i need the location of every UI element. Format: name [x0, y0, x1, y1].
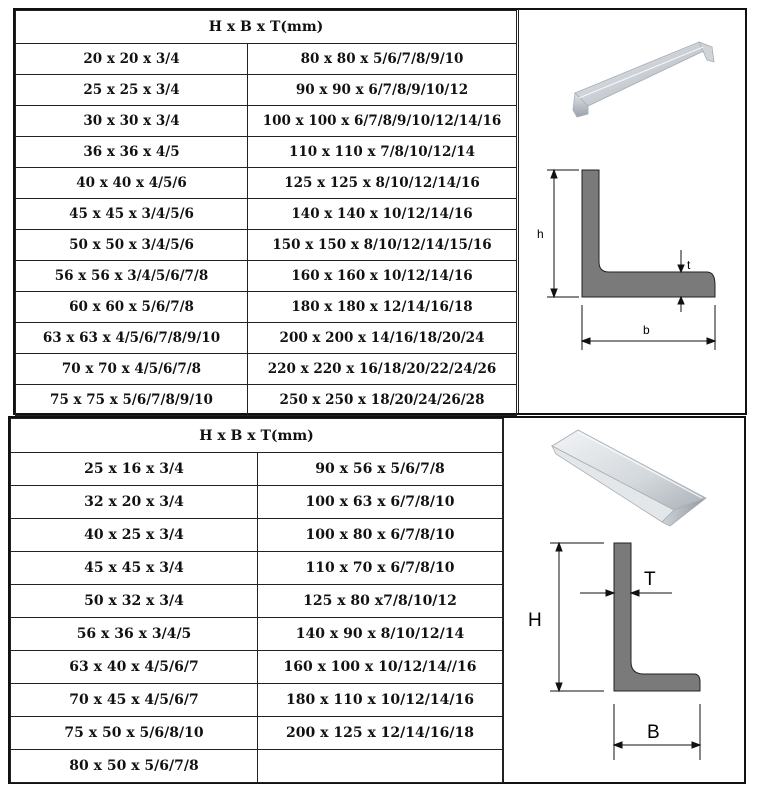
size-cell-right: 125 x 80 x7/8/10/12	[258, 585, 503, 618]
size-cell-right: 160 x 160 x 10/12/14/16	[248, 261, 517, 292]
table-row	[16, 261, 517, 292]
unequal-angle-panel	[8, 416, 746, 784]
size-cell-right: 200 x 200 x 14/16/18/20/24	[248, 323, 517, 354]
table-header: H x B x T(mm)	[16, 11, 517, 44]
size-cell-left: 45 x 45 x 3/4/5/6	[16, 199, 248, 230]
size-cell-left: 40 x 40 x 4/5/6	[16, 168, 248, 199]
height-label: H	[528, 610, 542, 631]
table-row	[11, 717, 503, 750]
size-cell-right: 150 x 150 x 8/10/12/14/15/16	[248, 230, 517, 261]
table-row	[16, 106, 517, 137]
equal-angle-bar-image	[573, 42, 714, 117]
size-cell-right: 250 x 250 x 18/20/24/26/28	[248, 385, 517, 416]
size-cell-right: 200 x 125 x 12/14/16/18	[258, 717, 503, 750]
table-row	[16, 199, 517, 230]
size-cell-left: 70 x 70 x 4/5/6/7/8	[16, 354, 248, 385]
table-row	[11, 618, 503, 651]
size-cell-left: 45 x 45 x 3/4	[11, 552, 258, 585]
size-cell-right: 180 x 180 x 12/14/16/18	[248, 292, 517, 323]
size-cell-left: 75 x 75 x 5/6/7/8/9/10	[16, 385, 248, 416]
height-dimension	[547, 170, 579, 297]
size-cell-left: 30 x 30 x 3/4	[16, 106, 248, 137]
equal-angle-panel	[13, 8, 747, 415]
thickness-label: t	[687, 258, 691, 272]
size-cell-right	[258, 750, 503, 783]
table-row	[16, 323, 517, 354]
unequal-angle-diagram	[503, 418, 745, 782]
table-row	[11, 651, 503, 684]
table-row	[11, 684, 503, 717]
size-cell-left: 75 x 50 x 5/6/8/10	[11, 717, 258, 750]
table-row	[11, 486, 503, 519]
equal-angle-diagram	[518, 10, 748, 413]
size-cell-left: 36 x 36 x 4/5	[16, 137, 248, 168]
size-cell-left: 40 x 25 x 3/4	[11, 519, 258, 552]
table-row	[16, 137, 517, 168]
height-label: h	[537, 227, 544, 241]
size-cell-right: 100 x 80 x 6/7/8/10	[258, 519, 503, 552]
size-cell-left: 32 x 20 x 3/4	[11, 486, 258, 519]
size-cell-right: 140 x 140 x 10/12/14/16	[248, 199, 517, 230]
table-header: H x B x T(mm)	[11, 419, 503, 453]
size-cell-left: 70 x 45 x 4/5/6/7	[11, 684, 258, 717]
size-cell-left: 25 x 16 x 3/4	[11, 453, 258, 486]
size-cell-right: 125 x 125 x 8/10/12/14/16	[248, 168, 517, 199]
size-cell-right: 100 x 100 x 6/7/8/9/10/12/14/16	[248, 106, 517, 137]
unequal-angle-bar-image	[552, 430, 706, 526]
size-cell-left: 60 x 60 x 5/6/7/8	[16, 292, 248, 323]
size-cell-left: 63 x 63 x 4/5/6/7/8/9/10	[16, 323, 248, 354]
size-cell-right: 80 x 80 x 5/6/7/8/9/10	[248, 44, 517, 75]
table-row	[16, 44, 517, 75]
table-row	[16, 230, 517, 261]
size-cell-right: 140 x 90 x 8/10/12/14	[258, 618, 503, 651]
unequal-angle-size-table	[10, 418, 503, 783]
table-row	[11, 552, 503, 585]
equal-angle-profile	[582, 170, 715, 297]
size-cell-right: 110 x 70 x 6/7/8/10	[258, 552, 503, 585]
width-label: B	[647, 722, 660, 743]
size-cell-right: 90 x 56 x 5/6/7/8	[258, 453, 503, 486]
size-cell-left: 56 x 56 x 3/4/5/6/7/8	[16, 261, 248, 292]
size-cell-right: 90 x 90 x 6/7/8/9/10/12	[248, 75, 517, 106]
size-cell-right: 180 x 110 x 10/12/14/16	[258, 684, 503, 717]
table-row	[16, 168, 517, 199]
size-cell-left: 80 x 50 x 5/6/7/8	[11, 750, 258, 783]
thickness-label: T	[644, 569, 656, 590]
width-label: b	[643, 323, 650, 337]
table-row	[16, 75, 517, 106]
height-dimension	[550, 543, 604, 691]
table-row	[16, 385, 517, 416]
table-row	[16, 354, 517, 385]
size-cell-left: 63 x 40 x 4/5/6/7	[11, 651, 258, 684]
size-cell-right: 110 x 110 x 7/8/10/12/14	[248, 137, 517, 168]
table-row	[16, 292, 517, 323]
size-cell-left: 50 x 32 x 3/4	[11, 585, 258, 618]
equal-angle-size-table	[15, 10, 517, 416]
table-row	[11, 585, 503, 618]
unequal-angle-profile	[614, 543, 700, 691]
table-row	[11, 519, 503, 552]
table-row	[11, 453, 503, 486]
size-cell-right: 160 x 100 x 10/12/14//16	[258, 651, 503, 684]
size-cell-right: 100 x 63 x 6/7/8/10	[258, 486, 503, 519]
size-cell-left: 25 x 25 x 3/4	[16, 75, 248, 106]
size-cell-left: 56 x 36 x 3/4/5	[11, 618, 258, 651]
size-cell-left: 50 x 50 x 3/4/5/6	[16, 230, 248, 261]
size-cell-right: 220 x 220 x 16/18/20/22/24/26	[248, 354, 517, 385]
table-row	[11, 750, 503, 783]
size-cell-left: 20 x 20 x 3/4	[16, 44, 248, 75]
